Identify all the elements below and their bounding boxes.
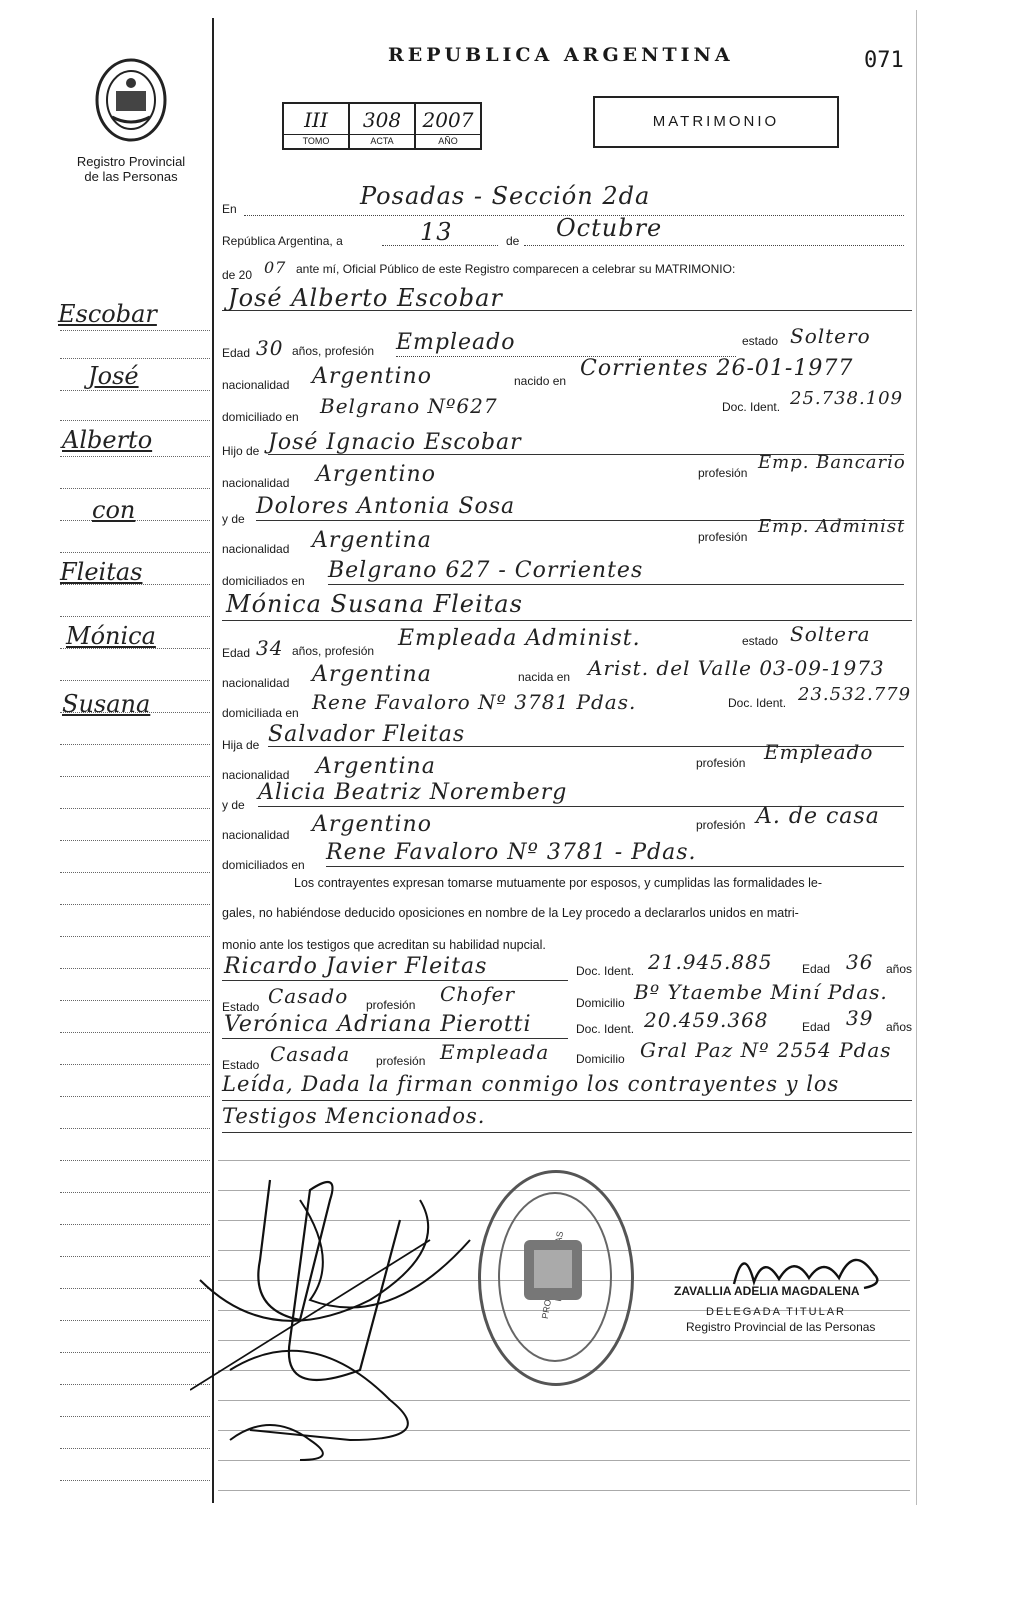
witness-1-anios-label: años [886, 962, 913, 976]
witness-2-domicilio-label: Domicilio [576, 1052, 625, 1066]
groom-mother-profession: Emp. Administ [758, 516, 906, 537]
witness-2-doc-label: Doc. Ident. [576, 1022, 635, 1036]
groom-mother-profesion-label: profesión [698, 530, 748, 544]
closing-line-1: Leída, Dada la firman conmigo los contrayentes y los [222, 1072, 840, 1096]
groom-hijo-label: Hijo de [222, 444, 260, 458]
acta-box [348, 102, 416, 150]
witness-2-estado-label: Estado [222, 1058, 260, 1072]
witness-1-doc: 21.945.885 [648, 950, 773, 974]
witness-1-domicilio-label: Domicilio [576, 996, 625, 1010]
sidebar-con: con [92, 496, 136, 524]
bride-father-profesion-label: profesión [696, 756, 746, 770]
groom-father-nationality: Argentino [316, 462, 436, 487]
tomo-box [282, 102, 350, 150]
witness-1-edad-label: Edad [802, 962, 831, 976]
bride-nationality: Argentina [312, 662, 432, 687]
bride-name: Mónica Susana Fleitas [226, 590, 523, 618]
groom-father: José Ignacio Escobar [268, 430, 522, 455]
groom-parents-address: Belgrano 627 - Corrientes [328, 558, 644, 583]
groom-nacido-label: nacido en [514, 374, 567, 388]
sidebar-name-alberto: Alberto [62, 426, 153, 454]
registry-name: Registro Provincial de las Personas [76, 154, 186, 184]
bride-hija-label: Hija de [222, 738, 260, 752]
groom-profession: Empleado [396, 330, 516, 355]
groom-estado: Soltero [790, 324, 871, 348]
witness-1-doc-label: Doc. Ident. [576, 964, 635, 978]
groom-mother: Dolores Antonia Sosa [256, 494, 516, 519]
bride-mother: Alicia Beatriz Noremberg [258, 780, 568, 805]
bride-address: Rene Favaloro Nº 3781 Pdas. [312, 690, 637, 714]
de-label: de [506, 234, 520, 248]
sidebar-name-monica: Mónica [66, 622, 156, 650]
bride-nacionalidad-label: nacionalidad [222, 676, 290, 690]
witness-1-profesion-label: profesión [366, 998, 416, 1012]
sidebar-name-susana: Susana [62, 690, 151, 718]
bride-domiciliados-label: domiciliados en [222, 858, 305, 872]
official-title: DELEGADA TITULAR [706, 1306, 846, 1318]
acta-value: 308 [362, 108, 402, 132]
bride-parents-address: Rene Favaloro Nº 3781 - Pdas. [326, 840, 697, 865]
witness-2-estado: Casada [270, 1042, 351, 1066]
groom-mother-nacionalidad-label: nacionalidad [222, 542, 290, 556]
bride-doc: 23.532.779 [798, 684, 912, 705]
provincial-seal-icon [92, 55, 170, 145]
witness-2-edad-label: Edad [802, 1020, 831, 1034]
bride-father-profession: Empleado [764, 740, 874, 764]
location-value: Posadas - Sección 2da [360, 182, 651, 210]
record-type-box: MATRIMONIO [593, 96, 839, 148]
groom-mother-nationality: Argentina [312, 528, 432, 553]
bride-yde-label: y de [222, 798, 245, 812]
closing-line-2: Testigos Mencionados. [222, 1104, 486, 1128]
year-suffix: 07 [264, 258, 287, 277]
bride-age: 34 [256, 636, 284, 660]
groom-father-nacionalidad-label: nacionalidad [222, 476, 290, 490]
witness-1-profession: Chofer [440, 982, 516, 1006]
groom-domiciliados-label: domiciliados en [222, 574, 305, 588]
month-value: Octubre [556, 214, 663, 242]
tomo-value: III [304, 108, 328, 132]
bride-father: Salvador Fleitas [268, 722, 466, 747]
groom-father-profession: Emp. Bancario [758, 452, 906, 473]
bride-mother-nacionalidad-label: nacionalidad [222, 828, 290, 842]
sidebar-surname-bride: Fleitas [60, 558, 143, 586]
groom-nacionalidad-label: nacionalidad [222, 378, 290, 392]
republica-label: República Argentina, a [222, 234, 343, 248]
witness-2-doc: 20.459.368 [644, 1008, 769, 1032]
acta-label: ACTA [350, 134, 414, 148]
groom-father-profesion-label: profesión [698, 466, 748, 480]
stamp-shield-icon [520, 1236, 586, 1306]
bride-estado-label: estado [742, 634, 779, 648]
declaration-line-1: Los contrayentes expresan tomarse mutuamente por esposos, y cumplidas las formalidades le- [294, 876, 823, 890]
anio-box [414, 102, 482, 150]
witness-1-estado-label: Estado [222, 1000, 260, 1014]
witness-2-address: Gral Paz Nº 2554 Pdas [640, 1038, 892, 1062]
groom-domicilio-label: domiciliado en [222, 410, 299, 424]
bride-mother-profesion-label: profesión [696, 818, 746, 832]
witness-1-estado: Casado [268, 984, 349, 1008]
sidebar-name-jose: José [88, 362, 139, 390]
groom-estado-label: estado [742, 334, 779, 348]
anio-label: AÑO [416, 134, 480, 148]
right-margin-line [916, 10, 917, 1505]
witness-2-profession: Empleada [440, 1040, 550, 1064]
witness-2-anios-label: años [886, 1020, 913, 1034]
bride-father-nacionalidad-label: nacionalidad [222, 768, 290, 782]
witness-1-name: Ricardo Javier Fleitas [224, 954, 488, 979]
bride-father-nationality: Argentina [316, 754, 436, 779]
year-prefix: de 20 [222, 268, 253, 282]
witness-2-profesion-label: profesión [376, 1054, 426, 1068]
bride-nacida-label: nacida en [518, 670, 571, 684]
witness-1-address: Bº Ytaembe Miní Pdas. [634, 980, 888, 1004]
declaration-line-3: monio ante los testigos que acreditan su habilidad nupcial. [222, 938, 546, 952]
country-title: REPUBLICA ARGENTINA [388, 44, 734, 66]
intro-text: ante mí, Oficial Público de este Registro comparecen a celebrar su MATRIMONIO: [296, 262, 736, 276]
declaration-line-2: gales, no habiéndose deducido oposiciones en nombre de la Ley procedo a declararlos unidos en matri- [222, 906, 799, 920]
en-label: En [222, 202, 237, 216]
groom-edad-label: Edad [222, 346, 251, 360]
groom-address: Belgrano Nº627 [320, 394, 498, 418]
groom-nationality: Argentino [312, 364, 432, 389]
groom-age: 30 [256, 336, 284, 360]
groom-birth: Corrientes 26-01-1977 [580, 356, 854, 381]
witness-1-age: 36 [846, 950, 874, 974]
bride-mother-nationality: Argentino [312, 812, 432, 837]
tomo-label: TOMO [284, 134, 348, 148]
bride-edad-label: Edad [222, 646, 251, 660]
witness-2-age: 39 [846, 1006, 874, 1030]
bride-profession: Empleada Administ. [398, 626, 641, 651]
groom-doc: 25.738.109 [790, 388, 904, 409]
sidebar-surname-groom: Escobar [58, 300, 157, 328]
page-number: 071 [864, 48, 904, 73]
bride-mother-profession: A. de casa [756, 804, 880, 829]
party-signatures-icon [190, 1140, 490, 1470]
anio-value: 2007 [422, 108, 474, 132]
groom-name: José Alberto Escobar [228, 284, 503, 312]
groom-doc-label: Doc. Ident. [722, 400, 781, 414]
groom-yde-label: y de [222, 512, 245, 526]
official-org: Registro Provincial de las Personas [686, 1320, 876, 1334]
record-id-boxes [282, 102, 480, 150]
day-value: 13 [420, 218, 453, 246]
bride-estado: Soltera [790, 622, 871, 646]
bride-birth: Arist. del Valle 03-09-1973 [588, 656, 885, 680]
bride-doc-label: Doc. Ident. [728, 696, 787, 710]
bride-domicilio-label: domiciliada en [222, 706, 299, 720]
bride-age-suffix: años, profesión [292, 644, 375, 658]
groom-age-suffix: años, profesión [292, 344, 375, 358]
witness-2-name: Verónica Adriana Pierotti [224, 1012, 532, 1037]
official-name: ZAVALLIA ADELIA MAGDALENA [674, 1284, 860, 1298]
